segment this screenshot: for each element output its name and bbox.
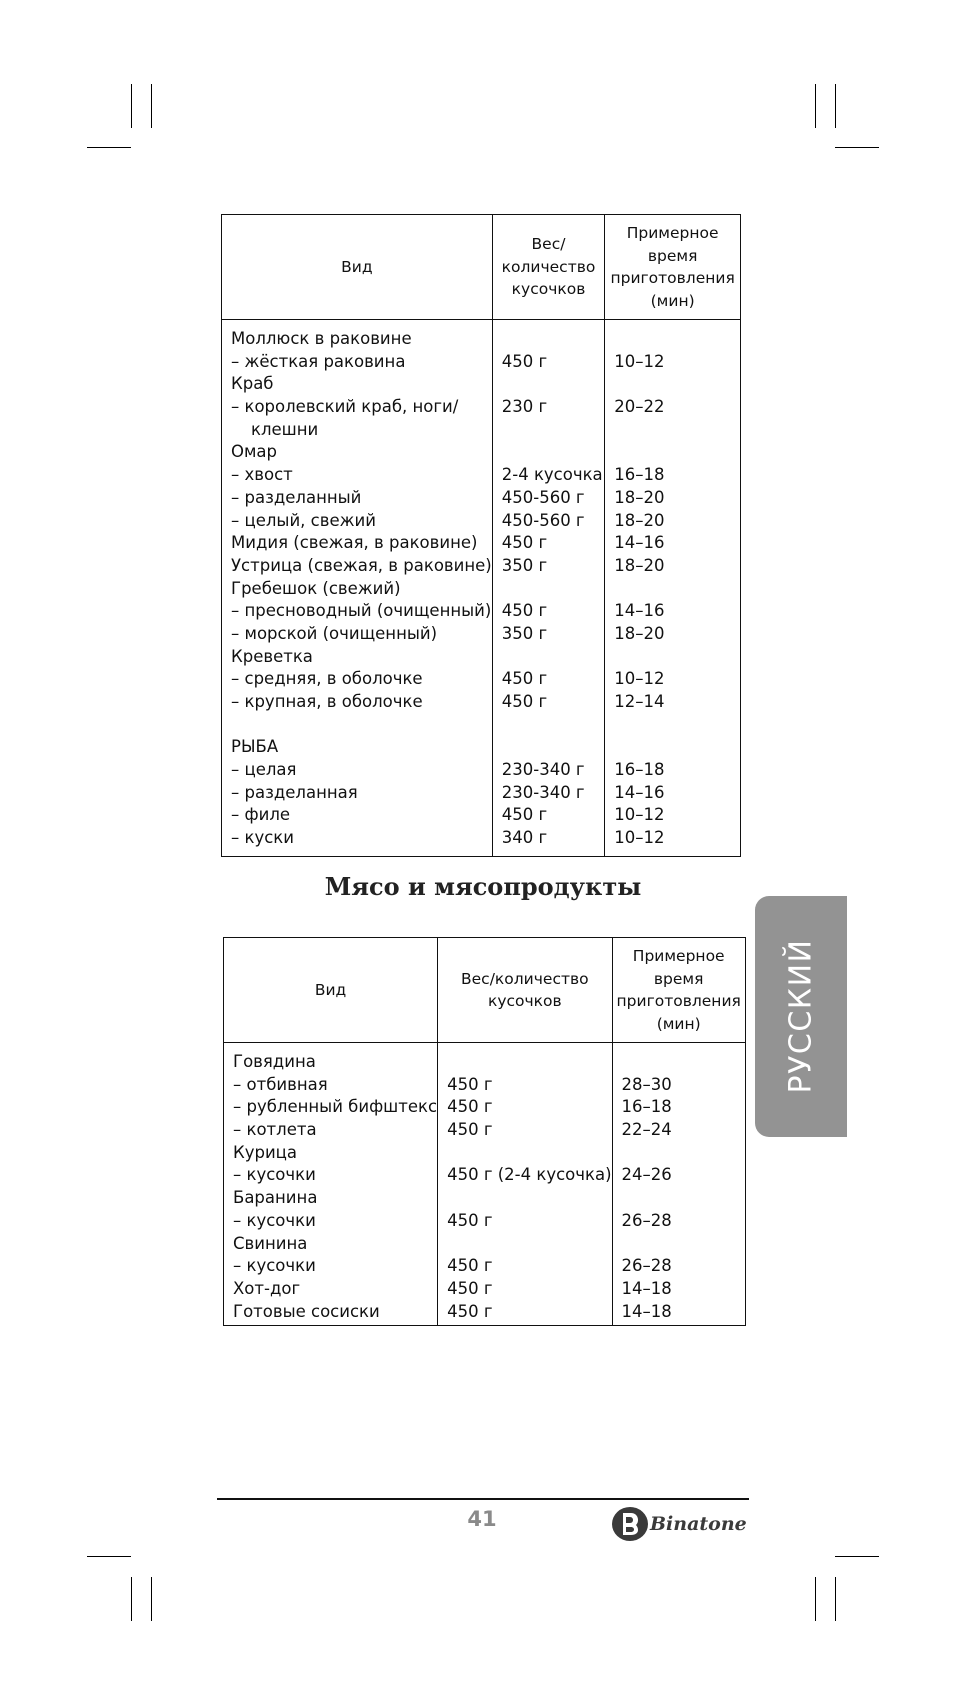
- cell-item: Свинина: [233, 1233, 308, 1253]
- cell-time: 10–12: [614, 351, 665, 371]
- header-time: Примерное время приготовления (мин): [605, 215, 741, 320]
- column-time: [613, 1043, 745, 1323]
- section-title: Мясо и мясопродукты: [324, 872, 642, 901]
- cell-item: – жёсткая раковина: [231, 351, 406, 371]
- cell-item: [231, 714, 492, 737]
- cell-time: 26–28: [621, 1256, 672, 1276]
- cell-weight: 230 г: [501, 397, 548, 417]
- cell-item: Мидия (свежая, в раковине): [231, 533, 478, 553]
- crop-mark: [151, 1577, 152, 1621]
- cell-item: – отбивная: [233, 1074, 328, 1094]
- cell-item: – средняя, в оболочке: [231, 669, 423, 689]
- crop-mark: [835, 1556, 879, 1557]
- meat-table: [223, 937, 746, 1326]
- cell-item: – кусочки: [233, 1165, 316, 1185]
- brand-name: Binatone: [650, 1513, 747, 1535]
- cell-item: РЫБА: [231, 737, 279, 757]
- cell-item: – хвост: [231, 465, 293, 485]
- cell-item: Гребешок (свежий): [231, 578, 401, 598]
- crop-mark: [835, 1577, 836, 1621]
- cell-weight: [502, 714, 605, 737]
- crop-mark: [131, 84, 132, 128]
- cell-weight: 450 г: [501, 533, 548, 553]
- header-weight: Вес/ количество кусочков: [492, 215, 605, 320]
- cell-time: 14–18: [621, 1301, 672, 1321]
- cell-weight: 450 г: [501, 351, 548, 371]
- cell-item: Хот-дог: [233, 1278, 301, 1298]
- seafood-table: [221, 214, 741, 857]
- cell-item: – рубленный бифштекс: [233, 1097, 438, 1117]
- cell-time: 10–12: [614, 805, 665, 825]
- cell-weight: 230-340 г: [501, 760, 585, 780]
- cell-weight: 450 г: [447, 1256, 493, 1276]
- column-item: [222, 320, 492, 850]
- cell-weight: 450 г (2-4 кусочка): [447, 1165, 612, 1185]
- cell-time: 22–24: [621, 1120, 672, 1140]
- cell-item: – морской (очищенный): [231, 623, 438, 643]
- cell-time: [614, 736, 740, 759]
- cell-time: 12–14: [614, 692, 665, 711]
- header-weight: Вес/количество кусочков: [438, 938, 612, 1043]
- cell-weight: 450 г: [447, 1074, 493, 1094]
- crop-mark: [87, 1556, 131, 1557]
- cell-time: [614, 441, 740, 464]
- cell-weight: 350 г: [501, 623, 548, 643]
- cell-time: 16–18: [621, 1097, 672, 1117]
- cell-weight: [502, 578, 605, 601]
- table-body: [224, 1043, 746, 1326]
- cell-item: Баранина: [233, 1188, 318, 1208]
- cell-weight: 450 г: [447, 1097, 493, 1117]
- cell-time: [622, 1187, 745, 1210]
- page-number: 41: [467, 1507, 497, 1531]
- cell-time: [614, 328, 740, 351]
- cell-item: – пресноводный (очищенный): [231, 601, 492, 621]
- cell-time: 18–20: [614, 555, 665, 575]
- cell-time: [614, 578, 740, 601]
- cell-weight: 450 г: [501, 692, 548, 711]
- cell-weight: 450 г: [447, 1210, 493, 1230]
- cell-weight: 230-340 г: [501, 782, 585, 802]
- cell-item: – целый, свежий: [231, 510, 376, 530]
- cell-weight: 450 г: [501, 805, 548, 825]
- cell-weight: [447, 1187, 611, 1210]
- cell-time: 14–16: [614, 782, 665, 802]
- cell-time: 18–20: [614, 623, 665, 643]
- crop-mark: [815, 1577, 816, 1621]
- header-type: Вид: [222, 215, 493, 320]
- cell-weight: [447, 1233, 611, 1256]
- language-tab: [755, 896, 847, 1137]
- cell-item: Моллюск в раковине: [231, 329, 412, 348]
- header-time: Примерное время приготовления (мин): [612, 938, 745, 1043]
- cell-item: клешни: [251, 419, 319, 439]
- crop-mark: [835, 147, 879, 148]
- cell-weight: 450 г: [447, 1278, 493, 1298]
- table-header-row: [224, 938, 746, 1043]
- column-item: [224, 1043, 437, 1323]
- cell-weight: 340 г: [501, 828, 548, 848]
- cell-item: Курица: [233, 1142, 298, 1162]
- cell-weight: [447, 1051, 611, 1074]
- cell-time: 14–16: [614, 533, 665, 553]
- cell-weight: 450 г: [447, 1301, 493, 1321]
- cell-time: 28–30: [621, 1074, 672, 1094]
- cell-weight: 450-560 г: [501, 487, 585, 507]
- cell-item: – куски: [231, 828, 294, 848]
- cell-weight: 450 г: [501, 601, 548, 621]
- cell-time: 16–18: [614, 760, 665, 780]
- cell-item: – крупная, в оболочке: [231, 692, 423, 711]
- language-tab-label: РУССКИЙ: [783, 938, 819, 1094]
- cell-weight: 450 г: [501, 669, 548, 689]
- cell-weight: 350 г: [501, 555, 548, 575]
- footer-divider: [217, 1498, 749, 1500]
- cell-item: – разделанный: [231, 487, 362, 507]
- cell-weight: [502, 646, 605, 669]
- cell-time: [614, 646, 740, 669]
- cell-time: [614, 373, 740, 396]
- cell-time: 10–12: [614, 669, 665, 689]
- cell-time: 14–18: [621, 1278, 672, 1298]
- table-body: [222, 320, 741, 857]
- cell-time: 16–18: [614, 465, 665, 485]
- cell-time: 26–28: [621, 1210, 672, 1230]
- column-weight: [438, 1043, 611, 1323]
- cell-time: 18–20: [614, 510, 665, 530]
- cell-item: – кусочки: [233, 1256, 316, 1276]
- cell-weight: 450 г: [447, 1120, 493, 1140]
- cell-item: Говядина: [233, 1052, 316, 1071]
- cell-time: 24–26: [621, 1165, 672, 1185]
- cell-item: Готовые сосиски: [233, 1301, 380, 1321]
- cell-time: 20–22: [614, 397, 665, 417]
- cell-time: [622, 1142, 745, 1165]
- cell-time: 10–12: [614, 828, 665, 848]
- column-weight: [493, 320, 605, 850]
- cell-item: – целая: [231, 760, 297, 780]
- header-type: Вид: [224, 938, 438, 1043]
- cell-item: Краб: [231, 374, 274, 394]
- cell-weight: [502, 328, 605, 351]
- column-time: [605, 320, 740, 850]
- cell-time: [614, 419, 740, 442]
- cell-item: – филе: [231, 805, 291, 825]
- table-header-row: [222, 215, 741, 320]
- cell-item: – королевский краб, ноги/: [231, 397, 459, 417]
- crop-mark: [131, 1577, 132, 1621]
- cell-time: 14–16: [614, 601, 665, 621]
- cell-item: – кусочки: [233, 1210, 316, 1230]
- cell-weight: 450-560 г: [501, 510, 585, 530]
- cell-time: [614, 714, 740, 737]
- cell-time: 18–20: [614, 487, 665, 507]
- crop-mark: [151, 84, 152, 128]
- cell-time: [622, 1233, 745, 1256]
- cell-weight: 2-4 кусочка: [501, 465, 603, 485]
- cell-weight: [502, 736, 605, 759]
- cell-item: – разделанная: [231, 782, 358, 802]
- cell-weight: [502, 373, 605, 396]
- crop-mark: [815, 84, 816, 128]
- cell-time: [622, 1051, 745, 1074]
- cell-item: – котлета: [233, 1120, 317, 1140]
- cell-item: Устрица (свежая, в раковине): [231, 555, 492, 575]
- crop-mark: [835, 84, 836, 128]
- crop-mark: [87, 147, 131, 148]
- cell-item: Омар: [231, 442, 278, 462]
- cell-weight: [502, 441, 605, 464]
- cell-weight: [447, 1142, 611, 1165]
- brand-logo: [610, 1505, 750, 1543]
- cell-weight: [502, 419, 605, 442]
- cell-item: Креветка: [231, 646, 313, 666]
